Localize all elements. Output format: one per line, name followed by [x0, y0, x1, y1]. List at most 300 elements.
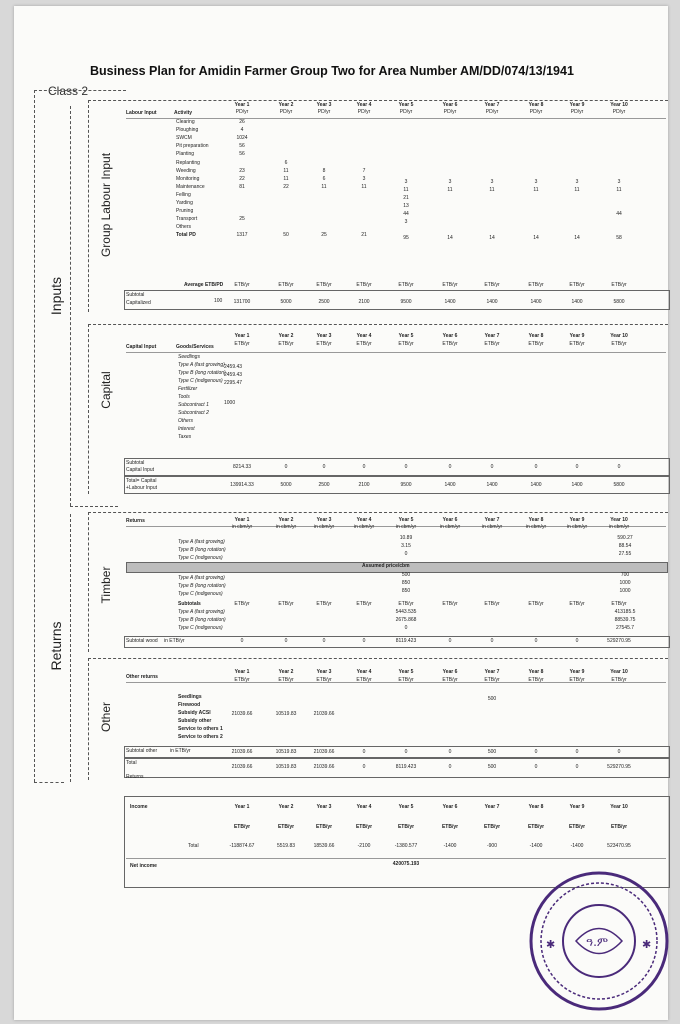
capitalized-cell: 9500 [400, 299, 412, 305]
subtotal-label: Subtotal [126, 292, 145, 298]
timber-sub-y5: 5443.535 [395, 609, 417, 615]
timber-price-y5: 500 [401, 572, 411, 578]
capital-subtotal-cell: 0 [362, 464, 366, 470]
capital-value: 1000 [224, 400, 236, 406]
timber-year-header: Year 9 [569, 517, 585, 523]
capitalized-cell: 5000 [280, 299, 292, 305]
income-year-header: Year 5 [398, 804, 414, 810]
total-returns-cell: 0 [362, 764, 366, 770]
labour-cell: 14 [533, 235, 539, 242]
labour-cell: 3 [362, 175, 366, 182]
subtotal-other-cell: 21039.66 [313, 749, 335, 755]
goods-label: Seedlings [178, 354, 200, 360]
timber-year-header: Year 1 [234, 517, 250, 523]
timber-vol-y10: 27.55 [618, 551, 632, 557]
labour-unit-header: PD/yr [357, 109, 371, 115]
subtotal-other-cell: 0 [534, 749, 538, 755]
labour-cell: 26 [239, 119, 245, 125]
timber-price-y10: 700 [620, 572, 630, 578]
other-unit-header: ETB/yr [484, 677, 500, 683]
income-year-header: Year 7 [484, 804, 500, 810]
capital-subtotal-cell: 0 [322, 464, 326, 470]
timber-unit-header: in cbm/yr [481, 524, 503, 530]
labour-cell: 56 [239, 151, 245, 158]
income-year-header: Year 10 [610, 804, 628, 810]
labour-year-header: Year 5 [398, 102, 414, 108]
subtotal-wood-cell: 0 [534, 638, 538, 644]
timber-year-header: Year 2 [278, 517, 294, 523]
income-year-header: Year 3 [316, 804, 332, 810]
income-unit-header: ETB/yr [527, 824, 545, 830]
timber-vol-y10: 590.27 [617, 535, 633, 541]
goods-label: Fertilizer [178, 386, 198, 392]
frame-left-inputs [34, 90, 36, 782]
labour-etb-unit: ETB/yr [528, 282, 544, 288]
capital-label: Capital [99, 371, 113, 409]
timber-unit-header: in cbm/yr [275, 524, 297, 530]
labour-cell: 56 [239, 143, 245, 150]
labour-etb-unit: ETB/yr [234, 282, 250, 288]
capital-value: 2295.47 [224, 380, 243, 386]
capital-year-header: Year 3 [316, 333, 332, 339]
labour-cell: 3 [617, 178, 621, 185]
timber-sub-y10: 27545.7 [615, 625, 635, 631]
subtotal-wood-unit: in ETB/yr [164, 638, 185, 644]
labour-cell: 22 [283, 183, 289, 190]
activity-label: Replanting [176, 159, 200, 166]
total-returns-cell: 0 [448, 764, 452, 770]
capitalized-cell: 131700 [233, 299, 251, 305]
net-income-label: Net income [130, 863, 157, 869]
labour-input-header: Labour Input [126, 110, 157, 116]
income-total-cell: 5519.83 [276, 843, 296, 849]
labour-cell: 25 [239, 216, 245, 223]
labour-cell: 11 [403, 186, 409, 193]
timber-unit-header: in cbm/yr [231, 524, 253, 530]
income-unit-header: ETB/yr [483, 824, 501, 830]
income-unit-header: ETB/yr [397, 824, 415, 830]
other-left-rule [88, 658, 90, 780]
subtotal-other-cell: 500 [487, 749, 497, 755]
capital-total-cell: 1400 [486, 482, 498, 488]
page-title: Business Plan for Amidin Farmer Group Two for Area Number AM/DD/074/13/1941 [90, 64, 574, 78]
subtotal-other-label: Subtotal other [126, 748, 158, 754]
capital-total-cell: 139914.33 [230, 482, 254, 488]
labour-unit-header: PD/yr [235, 109, 249, 115]
labour-year-header: Year 9 [569, 102, 585, 108]
labour-etb-unit: ETB/yr [442, 282, 458, 288]
labour-cell: 4 [240, 127, 244, 134]
capital-value: 2459.43 [224, 372, 243, 378]
labour-cell: 44 [616, 211, 622, 218]
labour-unit-header: PD/yr [443, 109, 457, 115]
labour-cell: 11 [574, 186, 580, 193]
capital-total-cell: 2100 [358, 482, 370, 488]
income-total-cell: 18539.66 [313, 843, 335, 849]
other-unit-header: ETB/yr [316, 677, 332, 683]
timber-unit-header: in cbm/yr [313, 524, 335, 530]
activity-label: Monitoring [176, 175, 200, 182]
labour-cell: 95 [403, 235, 409, 242]
inputs-label: Inputs [48, 276, 64, 316]
activity-label: Pit preparation [176, 143, 209, 150]
income-unit-header: ETB/yr [233, 824, 251, 830]
capital-total-cell: 5800 [613, 482, 625, 488]
timber-type-label: Type B (long rotation) [178, 547, 226, 553]
labour-year-header: Year 2 [278, 102, 294, 108]
income-header: Income [130, 804, 148, 810]
timber-unit-header: in cbm/yr [395, 524, 417, 530]
timber-year-header: Year 10 [610, 517, 628, 523]
other-year-header: Year 10 [610, 669, 628, 675]
other-label: Other [99, 702, 113, 733]
subtotal-wood-cell: 8119.423 [395, 638, 417, 644]
activity-label: SWCM [176, 135, 192, 142]
labour-etb-unit: ETB/yr [356, 282, 372, 288]
income-year-header: Year 8 [528, 804, 544, 810]
goods-label: Interest [178, 426, 195, 432]
capital-total-label: Total= Capital [126, 478, 157, 484]
returns-header: Returns [126, 518, 145, 524]
subtotal-wood-cell: 0 [284, 638, 288, 644]
income-total-cell: -118874.67 [229, 843, 255, 849]
activity-label: Weeding [176, 167, 196, 174]
other-unit-header: ETB/yr [278, 677, 294, 683]
labour-cell: 3 [448, 178, 452, 185]
group-labour-label: Group Labour Input [99, 152, 113, 258]
timber-unit-header: in cbm/yr [439, 524, 461, 530]
income-year-header: Year 2 [278, 804, 294, 810]
timber-etb-unit: ETB/yr [356, 601, 372, 607]
other-row-label: Service to others 1 [178, 726, 223, 732]
other-row-label: Subsidy ACSI [178, 710, 211, 716]
capital-unit-header: ETB/yr [278, 341, 294, 347]
total-returns-cell: 0 [534, 764, 538, 770]
labour-cell: 23 [239, 167, 245, 174]
goods-label: Tools [178, 394, 190, 400]
subtotal-other-cell: 0 [617, 749, 621, 755]
other-unit-header: ETB/yr [611, 677, 627, 683]
labour-cell: 1024 [236, 135, 248, 142]
svg-text:✱: ✱ [546, 938, 556, 951]
capital-subtotal-cell: 0 [575, 464, 579, 470]
timber-year-header: Year 3 [316, 517, 332, 523]
capitalized-cell: 1400 [530, 299, 542, 305]
income-total-cell: -1400 [443, 843, 457, 849]
capital-value: 2459.43 [224, 364, 243, 370]
other-unit-header: ETB/yr [398, 677, 414, 683]
capital-subtotal-cell: 0 [404, 464, 408, 470]
capital-year-header: Year 6 [442, 333, 458, 339]
capitalized-cell: 1400 [486, 299, 498, 305]
activity-label: Clearing [176, 119, 195, 125]
timber-etb-unit: ETB/yr [234, 601, 250, 607]
activity-label: Transport [176, 216, 198, 223]
timber-type-label-3: Type C (indigenous) [178, 625, 223, 631]
labour-etb-unit: ETB/yr [398, 282, 414, 288]
labour-cell: 3 [404, 219, 408, 226]
other-unit-header: ETB/yr [569, 677, 585, 683]
other-year-header: Year 8 [528, 669, 544, 675]
labour-cell: 11 [361, 183, 367, 190]
capital-subtotal-cell: 0 [617, 464, 621, 470]
income-total-cell: -1400 [570, 843, 584, 849]
subsidy-acsi-cell: 21039.66 [231, 711, 253, 717]
total-returns-label-2: Returns [126, 774, 144, 780]
labour-cell: 11 [283, 175, 289, 182]
labour-year-header: Year 3 [316, 102, 332, 108]
capital-year-header: Year 9 [569, 333, 585, 339]
goods-label: Subcontract 1 [178, 402, 209, 408]
other-row-label: Firewood [178, 702, 201, 708]
labour-cell: 22 [239, 175, 245, 182]
timber-type-label: Type A (fast growing) [178, 539, 225, 545]
labour-unit-header: PD/yr [529, 109, 543, 115]
timber-year-header: Year 6 [442, 517, 458, 523]
capital-year-header: Year 4 [356, 333, 372, 339]
timber-type-label-3: Type B (long rotation) [178, 617, 226, 623]
other-unit-header: ETB/yr [528, 677, 544, 683]
subtotal-other-unit: in ETB/yr [170, 748, 191, 754]
timber-etb-unit: ETB/yr [398, 601, 414, 607]
capitalized-cell: 1400 [444, 299, 456, 305]
labour-etb-unit: ETB/yr [316, 282, 332, 288]
capital-total-cell: 5000 [280, 482, 292, 488]
goods-label: Taxes [178, 434, 192, 440]
timber-etb-unit: ETB/yr [611, 601, 627, 607]
timber-sub-y10: 88539.75 [614, 617, 636, 623]
labour-cell: 81 [239, 183, 245, 190]
timber-etb-unit: ETB/yr [316, 601, 332, 607]
net-income-value: 420075.193 [392, 861, 420, 867]
subtotal-wood-cell: 0 [575, 638, 579, 644]
other-unit-header: ETB/yr [356, 677, 372, 683]
labour-cell: 11 [283, 167, 289, 174]
labour-etb-unit: ETB/yr [569, 282, 585, 288]
labour-cell: 25 [321, 232, 327, 239]
capital-subtotal-cell: 8214.33 [232, 464, 252, 470]
average-etb-label: Average ETB/PD [184, 282, 224, 288]
capital-unit-header: ETB/yr [398, 341, 414, 347]
timber-unit-header: in cbm/yr [608, 524, 630, 530]
timber-unit-header: in cbm/yr [353, 524, 375, 530]
labour-cell: 6 [322, 175, 326, 182]
labour-cell: 21 [403, 194, 409, 201]
capital-year-header: Year 2 [278, 333, 294, 339]
timber-etb-unit: ETB/yr [278, 601, 294, 607]
other-year-header: Year 7 [484, 669, 500, 675]
labour-cell: 11 [533, 186, 539, 193]
labour-cell: 14 [489, 235, 495, 242]
other-row-label: Service to others 2 [178, 734, 223, 740]
timber-label: Timber [99, 566, 113, 604]
assumed-price-label: Assumed price/cbm [362, 563, 410, 569]
labour-cell: 1317 [236, 232, 248, 239]
subtotal-other-cell: 0 [362, 749, 366, 755]
other-year-header: Year 4 [356, 669, 372, 675]
subtotal-wood-cell: 0 [448, 638, 452, 644]
capital-year-header: Year 8 [528, 333, 544, 339]
labour-cell: 11 [447, 186, 453, 193]
timber-price-y5: 850 [401, 588, 411, 594]
labour-unit-header: PD/yr [485, 109, 499, 115]
income-unit-header: ETB/yr [315, 824, 333, 830]
timber-type-label-2: Type B (long rotation) [178, 583, 226, 589]
labour-cell: 13 [403, 203, 409, 209]
labour-cell: 11 [321, 183, 327, 190]
timber-etb-unit: ETB/yr [528, 601, 544, 607]
other-top-rule [88, 658, 668, 660]
other-year-header: Year 1 [234, 669, 250, 675]
labour-year-header: Year 4 [356, 102, 372, 108]
capital-subtotal-label: Subtotal [126, 460, 145, 466]
labour-cell: 11 [616, 186, 622, 193]
capitalized-cell: 2500 [318, 299, 330, 305]
activity-label: Maintenance [176, 183, 205, 190]
timber-top-rule [88, 512, 668, 514]
timber-vol-y5: 3.15 [401, 543, 411, 549]
other-year-header: Year 2 [278, 669, 294, 675]
net-income-line [126, 858, 666, 859]
timber-unit-header: in cbm/yr [566, 524, 588, 530]
subtotal-wood-cell: 0 [490, 638, 494, 644]
timber-price-y5: 850 [401, 580, 411, 586]
subtotal-wood-cell: 0 [362, 638, 366, 644]
capital-unit-header: ETB/yr [316, 341, 332, 347]
capital-left-rule [88, 324, 90, 494]
other-returns-header: Other returns [126, 674, 158, 680]
timber-type-label: Type C (indigenous) [178, 555, 223, 561]
other-unit-header: ETB/yr [442, 677, 458, 683]
capital-total-cell: 2500 [318, 482, 330, 488]
goods-label: Type B (long rotation) [178, 370, 226, 376]
subsidy-acsi-cell: 10519.83 [275, 711, 297, 717]
total-returns-label: Total [126, 760, 137, 766]
subtotal-wood-cell: 529270.95 [607, 638, 631, 644]
svg-text:✱: ✱ [642, 938, 652, 951]
goods-label: Others [178, 418, 194, 424]
income-unit-header: ETB/yr [441, 824, 459, 830]
labour-cell: 11 [489, 186, 495, 193]
goods-services-header: Goods/Services [176, 344, 214, 350]
capital-unit-header: ETB/yr [356, 341, 372, 347]
capitalized-cell: 2100 [358, 299, 370, 305]
capital-unit-header: ETB/yr [234, 341, 250, 347]
income-year-header: Year 4 [356, 804, 372, 810]
capital-total-cell: 9500 [400, 482, 412, 488]
income-unit-header: ETB/yr [610, 824, 628, 830]
average-value: 100 [214, 298, 223, 304]
timber-year-header: Year 8 [528, 517, 544, 523]
capital-subtotal-label-2: Capital Input [126, 467, 155, 473]
total-returns-cell: 500 [487, 764, 497, 770]
official-seal [524, 866, 674, 1016]
labour-left-rule [88, 100, 90, 312]
subtotal-wood-cell: 0 [322, 638, 326, 644]
capitalized-cell: 5800 [613, 299, 625, 305]
subtotal-wood-cell: 0 [240, 638, 244, 644]
labour-unit-header: PD/yr [399, 109, 413, 115]
goods-label: Type A (fast growing) [178, 362, 225, 368]
labour-unit-header: PD/yr [317, 109, 331, 115]
capitalized-label: Capitalized [126, 300, 151, 306]
income-total-cell: -2100 [357, 843, 371, 849]
income-year-header: Year 1 [234, 804, 250, 810]
labour-cell: 58 [616, 235, 622, 242]
income-total-cell: -900 [486, 843, 497, 849]
timber-sub-y10: 413185.5 [614, 609, 636, 615]
labour-etb-unit: ETB/yr [278, 282, 294, 288]
labour-header-line [126, 118, 666, 119]
capital-subtotal-cell: 0 [534, 464, 538, 470]
income-total-cell: -1400 [529, 843, 543, 849]
activity-label: Felling [176, 191, 191, 198]
capital-total-label-2: +Labour Input [126, 485, 157, 491]
capital-top-rule [88, 324, 668, 326]
capital-unit-header: ETB/yr [484, 341, 500, 347]
capital-year-header: Year 5 [398, 333, 414, 339]
goods-label: Type C (indigenous) [178, 378, 223, 384]
other-year-header: Year 6 [442, 669, 458, 675]
capital-total-cell: 1400 [444, 482, 456, 488]
labour-cell: 50 [283, 232, 289, 239]
labour-cell: 44 [403, 211, 409, 218]
capital-total-cell: 1400 [530, 482, 542, 488]
frame-top [34, 90, 126, 92]
timber-etb-unit: ETB/yr [569, 601, 585, 607]
capital-year-header: Year 7 [484, 333, 500, 339]
other-unit-header: ETB/yr [234, 677, 250, 683]
income-total-cell: -1380.577 [394, 843, 418, 849]
activity-label: Ploughing [176, 127, 199, 134]
timber-type-label-3: Type A (fast growing) [178, 609, 225, 615]
capital-unit-header: ETB/yr [442, 341, 458, 347]
timber-left-rule [88, 512, 90, 652]
timber-type-label-2: Type C (indigenous) [178, 591, 223, 597]
labour-cell: 7 [362, 167, 366, 174]
service-y7-cell: 500 [487, 696, 497, 702]
timber-type-label-2: Type A (fast growing) [178, 575, 225, 581]
capital-subtotal-cell: 0 [448, 464, 452, 470]
labour-unit-header: PD/yr [279, 109, 293, 115]
labour-unit-header: PD/yr [570, 109, 584, 115]
seal-text: ዓ.ም [586, 935, 609, 949]
capital-year-header: Year 1 [234, 333, 250, 339]
other-row-label: Seedlings [178, 694, 202, 700]
total-returns-cell: 529270.95 [607, 764, 631, 770]
subtotal-other-cell: 10519.83 [275, 749, 297, 755]
timber-price-y10: 1000 [619, 588, 631, 594]
timber-year-header: Year 7 [484, 517, 500, 523]
capitalized-cell: 1400 [571, 299, 583, 305]
labour-year-header: Year 7 [484, 102, 500, 108]
timber-sub-y5: 0 [404, 625, 408, 631]
labour-cell: 3 [534, 178, 538, 185]
income-unit-header: ETB/yr [355, 824, 373, 830]
labour-cell: 3 [575, 178, 579, 185]
subtotal-other-cell: 21039.66 [231, 749, 253, 755]
goods-label: Subcontract 2 [178, 410, 209, 416]
activity-label: Others [176, 224, 192, 231]
other-year-header: Year 9 [569, 669, 585, 675]
labour-unit-header: PD/yr [612, 109, 626, 115]
timber-unit-header: in cbm/yr [525, 524, 547, 530]
total-returns-cell: 21039.66 [231, 764, 253, 770]
income-unit-header: ETB/yr [277, 824, 295, 830]
labour-cell: 14 [447, 235, 453, 242]
labour-cell: 3 [404, 178, 408, 185]
labour-etb-unit: ETB/yr [611, 282, 627, 288]
